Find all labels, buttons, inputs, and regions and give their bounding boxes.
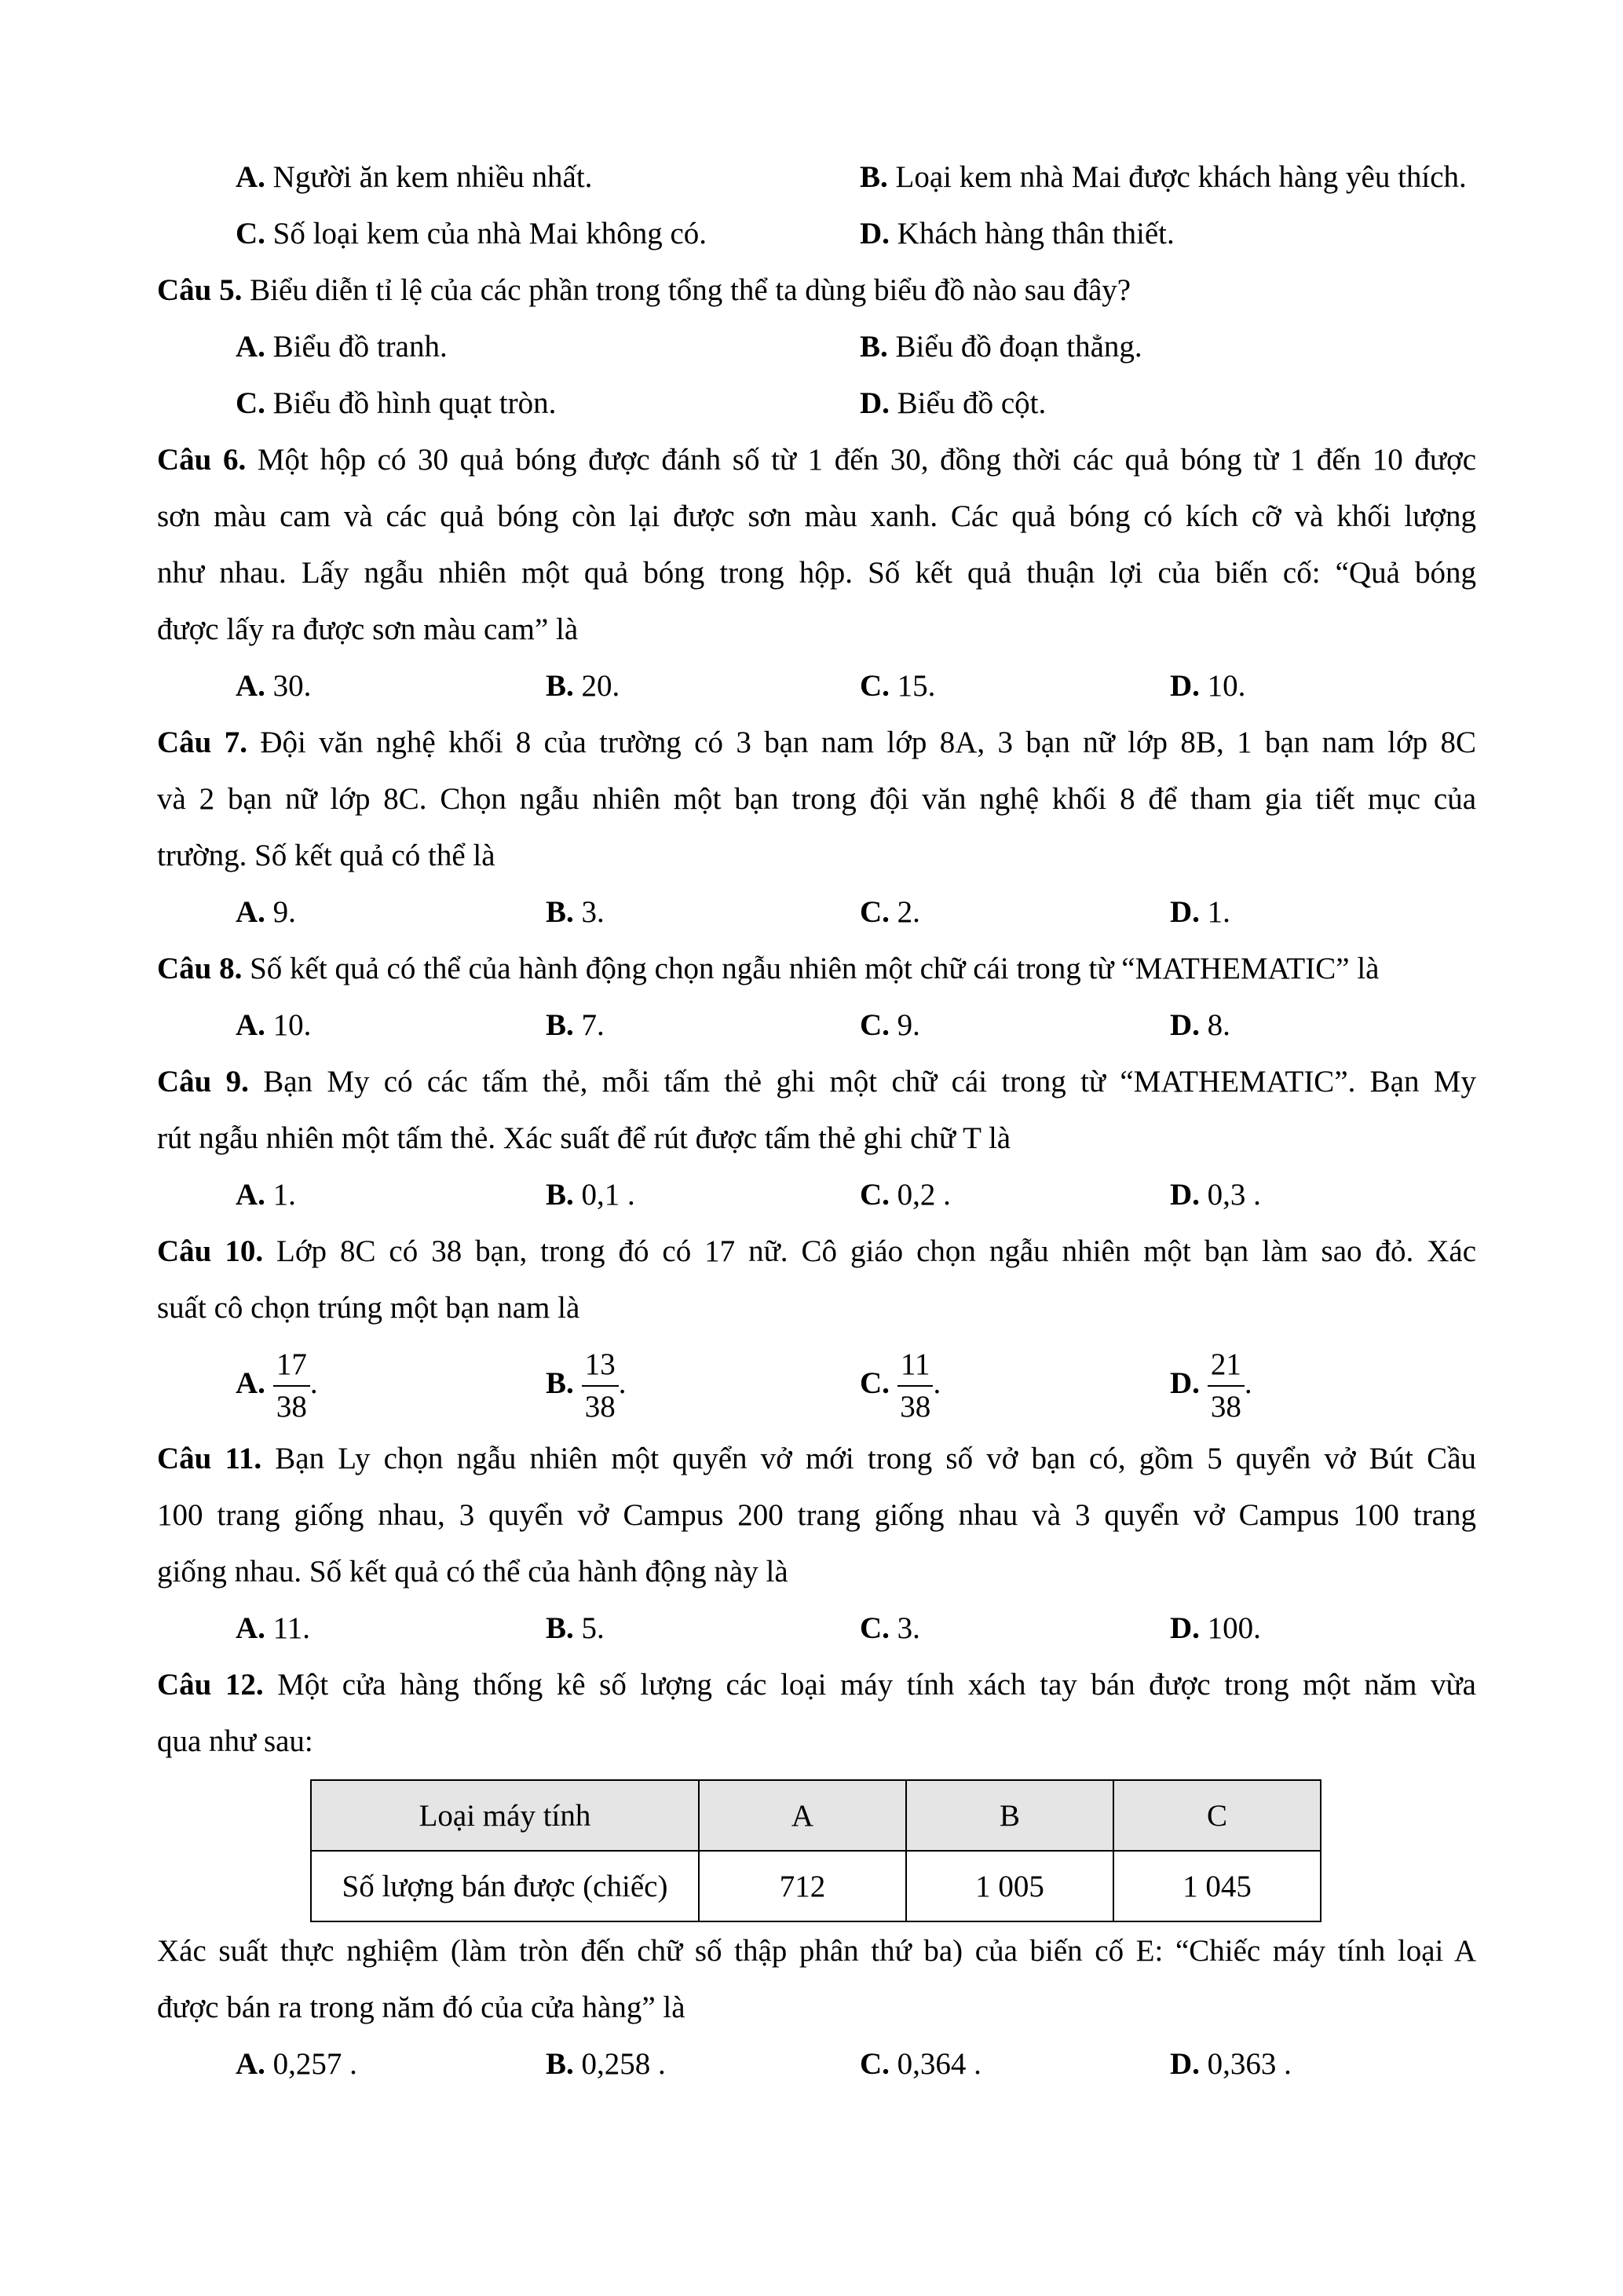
option-a: A. 9. xyxy=(236,895,296,929)
fraction: $\frac{17}{38}$ xyxy=(273,1344,310,1428)
option-d: D. 8. xyxy=(1170,1008,1230,1042)
question-10: Câu 10. Lớp 8C có 38 bạn, trong đó có 17 nữ. Cô giáo chọn ngẫu nhiên một bạn làm sao đỏ. Xác suất cô chọn trúng một bạn nam là xyxy=(157,1234,1477,1325)
option-d: D. Biểu đồ cột. xyxy=(860,386,1047,420)
option-c: C. 0,2 . xyxy=(860,1178,951,1212)
option-d: D. $\frac{21}{38}$ . xyxy=(1170,1336,1252,1431)
option-c: C. 2. xyxy=(860,895,920,929)
option-a: A. 1. xyxy=(236,1178,296,1212)
option-b: B. 3. xyxy=(546,895,605,929)
q6-options xyxy=(157,658,1476,715)
option-d: D. 0,3 . xyxy=(1170,1178,1261,1212)
sales-table xyxy=(310,1779,1321,1922)
option-d: D. 1. xyxy=(1170,895,1230,929)
question-8: Câu 8. Số kết quả có thể của hành động chọn ngẫu nhiên một chữ cái trong từ “MATHEMATIC” là xyxy=(157,952,1380,985)
option-a: A. 30. xyxy=(236,669,312,703)
option-c: C. Số loại kem của nhà Mai không có. xyxy=(236,217,707,250)
question-6: Câu 6. Một hộp có 30 quả bóng được đánh số từ 1 đến 30, đồng thời các quả bóng từ 1 đến 10 được sơn màu cam và các quả bóng còn lại được sơn màu xanh. Các quả bóng có kích cỡ và khối lượng như nhau. Lấy ngẫu nhiên một quả bóng trong hộp. Số kết quả thuận lợi của biến cố: “Quả bóng được lấy ra được sơn màu cam” là xyxy=(157,443,1476,646)
table-header-cell: Loại máy tính xyxy=(311,1780,699,1851)
option-b: B. 7. xyxy=(546,1008,605,1042)
table-cell: 712 xyxy=(699,1851,906,1921)
option-c: C. 3. xyxy=(860,1611,920,1645)
question-12: Câu 12. Một cửa hàng thống kê số lượng các loại máy tính xách tay bán được trong một năm vừa qua như sau: xyxy=(157,1668,1476,1758)
q8-options xyxy=(157,997,1476,1054)
table-header-cell: A xyxy=(699,1780,906,1851)
option-a: A. 0,257 . xyxy=(236,2047,357,2081)
table-row xyxy=(311,1851,1321,1921)
question-11: Câu 11. Bạn Ly chọn ngẫu nhiên một quyển vở mới trong số vở bạn có, gồm 5 quyển vở Bút Cầu 100 trang giống nhau, 3 quyển vở Campus 200 trang giống nhau và 3 quyển vở Campus 100 trang giống nhau. Số kết quả có thể của hành động này là xyxy=(157,1442,1477,1589)
option-b: B. 0,1 . xyxy=(546,1178,635,1212)
question-12-continued: Xác suất thực nghiệm (làm tròn đến chữ số thập phân thứ ba) của biến cố E: “Chiếc máy tính loại A được bán ra trong năm đó của cửa hàng” là xyxy=(157,1934,1476,2024)
option-b: B. $\frac{13}{38}$ . xyxy=(546,1336,627,1431)
option-b: B. 5. xyxy=(546,1611,605,1645)
question-5: Câu 5. Biểu diễn tỉ lệ của các phần trong tổng thể ta dùng biểu đồ nào sau đây? xyxy=(157,273,1131,307)
option-b: B. Loại kem nhà Mai được khách hàng yêu thích. xyxy=(860,160,1467,194)
table-cell: 1 045 xyxy=(1113,1851,1321,1921)
question-9: Câu 9. Bạn My có các tấm thẻ, mỗi tấm thẻ ghi một chữ cái trong từ “MATHEMATIC”. Bạn My rút ngẫu nhiên một tấm thẻ. Xác suất để rút được tấm thẻ ghi chữ T là xyxy=(157,1065,1476,1155)
option-b: B. 20. xyxy=(546,669,620,703)
option-c: C. 9. xyxy=(860,1008,920,1042)
q5-options-row-1 xyxy=(157,319,1476,375)
option-c: C. 0,364 . xyxy=(860,2047,981,2081)
q10-options xyxy=(157,1336,1476,1431)
option-d: D. 10. xyxy=(1170,669,1246,703)
table-header-cell: B xyxy=(906,1780,1113,1851)
fraction: $\frac{21}{38}$ xyxy=(1208,1344,1245,1428)
option-c: C. Biểu đồ hình quạt tròn. xyxy=(236,386,557,420)
q7-options xyxy=(157,884,1476,941)
exam-page xyxy=(157,149,1476,2093)
option-d: D. 100. xyxy=(1170,1611,1261,1645)
table-header-row xyxy=(311,1780,1321,1851)
option-b: B. 0,258 . xyxy=(546,2047,666,2081)
q9-options xyxy=(157,1167,1476,1223)
option-d: D. Khách hàng thân thiết. xyxy=(860,217,1175,250)
q5-options-row-2 xyxy=(157,375,1476,432)
fraction: $\frac{11}{38}$ xyxy=(897,1344,934,1428)
option-d: D. 0,363 . xyxy=(1170,2047,1292,2081)
table-cell: 1 005 xyxy=(906,1851,1113,1921)
table-cell: Số lượng bán được (chiếc) xyxy=(311,1851,699,1921)
option-a: A. Người ăn kem nhiều nhất. xyxy=(236,160,593,194)
prev-options-row-1 xyxy=(157,149,1476,206)
q12-options xyxy=(157,2036,1476,2093)
option-a: A. Biểu đồ tranh. xyxy=(236,330,448,364)
table-header-cell: C xyxy=(1113,1780,1321,1851)
option-b: B. Biểu đồ đoạn thẳng. xyxy=(860,330,1142,364)
q12-table-wrap xyxy=(157,1770,1476,1923)
q11-options xyxy=(157,1600,1476,1657)
option-c: C. $\frac{11}{38}$ . xyxy=(860,1336,941,1431)
option-c: C. 15. xyxy=(860,669,936,703)
option-a: A. $\frac{17}{38}$ . xyxy=(236,1336,318,1431)
prev-options-row-2 xyxy=(157,206,1476,262)
question-7: Câu 7. Đội văn nghệ khối 8 của trường có 3 bạn nam lớp 8A, 3 bạn nữ lớp 8B, 1 bạn nam lớp 8C và 2 bạn nữ lớp 8C. Chọn ngẫu nhiên một bạn trong đội văn nghệ khối 8 để tham gia tiết mục của trường. Số kết quả có thể là xyxy=(157,726,1476,872)
option-a: A. 11. xyxy=(236,1611,310,1645)
option-a: A. 10. xyxy=(236,1008,312,1042)
fraction: $\frac{13}{38}$ xyxy=(582,1344,619,1428)
